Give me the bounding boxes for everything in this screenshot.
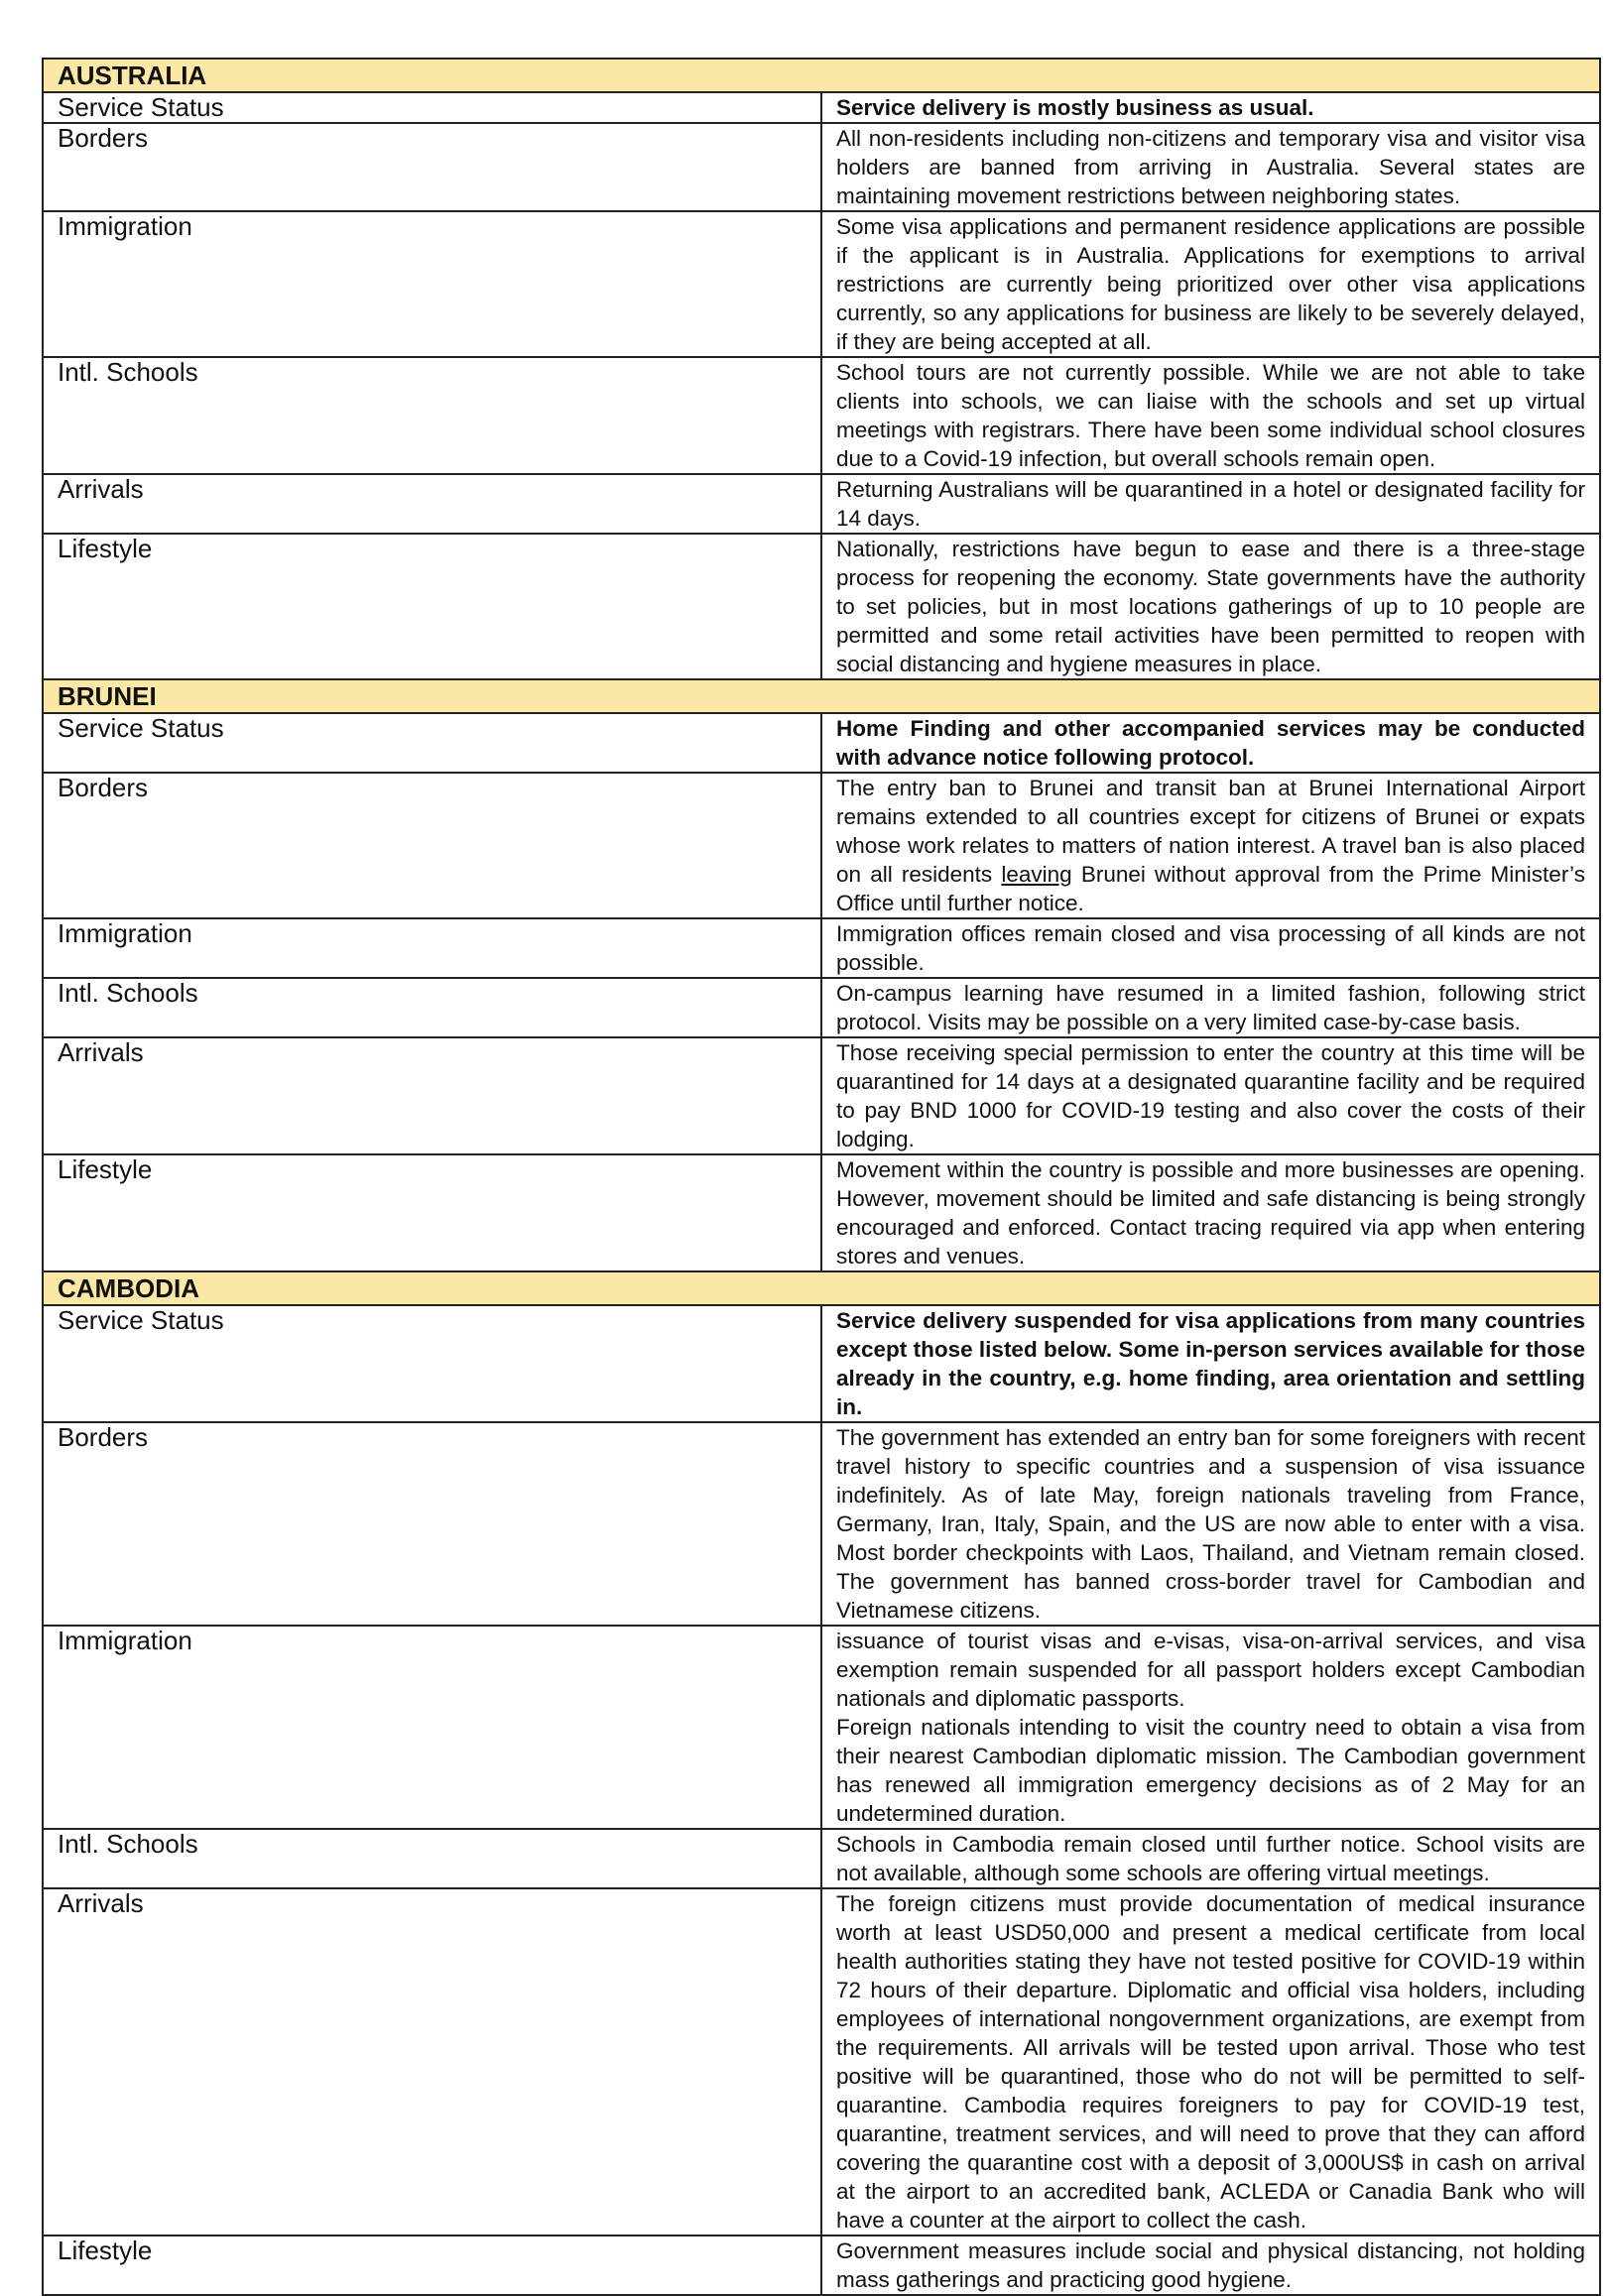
table-row bbox=[43, 357, 1600, 474]
row-label: Intl. Schools bbox=[43, 1829, 821, 1888]
row-content bbox=[821, 92, 1600, 123]
row-label: Service Status bbox=[43, 713, 821, 773]
row-content bbox=[821, 773, 1600, 918]
content-paragraph: Foreign nationals intending to visit the country need to obtain a visa from their nearest Cambodian diplomatic mission. The Cambodian government has renewed all immigration emergency decisions as of 2 May for an undetermined duration. bbox=[836, 1715, 1585, 1826]
content-paragraph: Home Finding and other accompanied services may be conducted with advance notice following protocol. bbox=[836, 716, 1585, 770]
table-row bbox=[43, 1422, 1600, 1626]
row-label: Intl. Schools bbox=[43, 357, 821, 474]
underlined-word: leaving bbox=[1001, 862, 1072, 887]
content-paragraph: School tours are not currently possible. While we are not able to take clients into schools, we can liaise with the schools and set up virtual meetings with registrars. There have been some individual school closures due to a Covid-19 infection, but overall schools remain open. bbox=[836, 360, 1585, 471]
row-label: Service Status bbox=[43, 1305, 821, 1422]
content-paragraph: Schools in Cambodia remain closed until further notice. School visits are not available, although some schools are offering virtual meetings. bbox=[836, 1832, 1585, 1885]
content-paragraph: Immigration offices remain closed and visa processing of all kinds are not possible. bbox=[836, 921, 1585, 975]
table-row bbox=[43, 1888, 1600, 2236]
table-row bbox=[43, 211, 1600, 357]
row-content bbox=[821, 1626, 1600, 1829]
row-content bbox=[821, 357, 1600, 474]
table-row bbox=[43, 713, 1600, 773]
row-label: Immigration bbox=[43, 918, 821, 978]
country-name: AUSTRALIA bbox=[43, 59, 1600, 92]
row-content bbox=[821, 713, 1600, 773]
table-row bbox=[43, 123, 1600, 211]
row-content bbox=[821, 1422, 1600, 1626]
content-paragraph: Those receiving special permission to enter the country at this time will be quarantined for 14 days at a designated quarantine facility and be required to pay BND 1000 for COVID-19 testing and also cover the costs of their lodging. bbox=[836, 1040, 1585, 1151]
table-row bbox=[43, 474, 1600, 534]
table-row bbox=[43, 1626, 1600, 1829]
row-content bbox=[821, 123, 1600, 211]
content-paragraph: Service delivery is mostly business as usual. bbox=[836, 95, 1314, 120]
content-paragraph: Returning Australians will be quarantined in a hotel or designated facility for 14 days. bbox=[836, 477, 1585, 531]
table-row bbox=[43, 1829, 1600, 1888]
country-name: CAMBODIA bbox=[43, 1271, 1600, 1305]
row-content bbox=[821, 1154, 1600, 1271]
table-row bbox=[43, 534, 1600, 679]
content-paragraph: Nationally, restrictions have begun to ease and there is a three-stage process for reopening the economy. State governments have the authority to set policies, but in most locations gatherings of up to 10 people are permitted and some retail activities have been permitted to reopen with social distancing and hygiene measures in place. bbox=[836, 537, 1585, 676]
country-status-table bbox=[42, 58, 1601, 2296]
row-content bbox=[821, 1037, 1600, 1154]
table-row bbox=[43, 978, 1600, 1037]
row-content bbox=[821, 534, 1600, 679]
row-label: Borders bbox=[43, 1422, 821, 1626]
row-content bbox=[821, 2236, 1600, 2295]
table-row bbox=[43, 918, 1600, 978]
country-header-row bbox=[43, 679, 1600, 713]
row-content bbox=[821, 1888, 1600, 2236]
row-label: Lifestyle bbox=[43, 1154, 821, 1271]
content-paragraph: The foreign citizens must provide documentation of medical insurance worth at least USD50,000 and present a medical certificate from local health authorities stating they have not tested positive for COVID-19 within 72 hours of their departure. Diplomatic and official visa holders, including employees of international nongovernment organizations, are exempt from the requirements. All arrivals will be tested upon arrival. Those who test positive will be quarantined, those who do not will be permitted to self-quarantine. Cambodia requires foreigners to pay for COVID-19 test, quarantine, treatment services, and will need to prove that they can afford covering the quarantine cost with a deposit of 3,000US$ in cash on arrival at the airport to an accredited bank, ACLEDA or Canadia Bank who will have a counter at the airport to collect the cash. bbox=[836, 1891, 1585, 2233]
country-header-row bbox=[43, 1271, 1600, 1305]
content-paragraph: Movement within the country is possible and more businesses are opening. However, movement should be limited and safe distancing is being strongly encouraged and enforced. Contact tracing required via app when entering stores and venues. bbox=[836, 1157, 1585, 1269]
row-label: Lifestyle bbox=[43, 2236, 821, 2295]
country-header-row bbox=[43, 59, 1600, 92]
row-content bbox=[821, 1305, 1600, 1422]
content-paragraph: Some visa applications and permanent residence applications are possible if the applicant is in Australia. Applications for exemptions to arrival restrictions are currently being prioritized over other visa applications currently, so any applications for business are likely to be severely delayed, if they are being accepted at all. bbox=[836, 214, 1585, 354]
row-content bbox=[821, 1829, 1600, 1888]
table-row bbox=[43, 1154, 1600, 1271]
row-label: Borders bbox=[43, 773, 821, 918]
row-label: Arrivals bbox=[43, 1888, 821, 2236]
content-paragraph: All non-residents including non-citizens and temporary visa and visitor visa holders are banned from arriving in Australia. Several states are maintaining movement restrictions between neighboring states. bbox=[836, 126, 1585, 208]
table-row bbox=[43, 1037, 1600, 1154]
row-label: Lifestyle bbox=[43, 534, 821, 679]
row-content bbox=[821, 474, 1600, 534]
table-row bbox=[43, 92, 1600, 123]
row-content bbox=[821, 978, 1600, 1037]
content-paragraph: issuance of tourist visas and e-visas, visa-on-arrival services, and visa exemption remain suspended for all passport holders except Cambodian nationals and diplomatic passports. bbox=[836, 1629, 1585, 1711]
row-label: Arrivals bbox=[43, 1037, 821, 1154]
row-label: Immigration bbox=[43, 211, 821, 357]
row-content bbox=[821, 918, 1600, 978]
country-name: BRUNEI bbox=[43, 679, 1600, 713]
content-paragraph: Service delivery suspended for visa applications from many countries except those listed below. Some in-person services available for those already in the country, e.g. home finding, area orientation and settling in. bbox=[836, 1308, 1585, 1419]
row-label: Arrivals bbox=[43, 474, 821, 534]
content-paragraph: The entry ban to Brunei and transit ban at Brunei International Airport remains extended to all countries except for citizens of Brunei or expats whose work relates to matters of nation interest. A travel ban is also placed on all residents leaving Brunei without approval from the Prime Minister’s Office until further notice. bbox=[836, 776, 1585, 915]
table-row bbox=[43, 1305, 1600, 1422]
content-paragraph: On-campus learning have resumed in a limited fashion, following strict protocol. Visits may be possible on a very limited case-by-case basis. bbox=[836, 981, 1585, 1034]
table-row bbox=[43, 773, 1600, 918]
table-row bbox=[43, 2236, 1600, 2295]
row-label: Service Status bbox=[43, 92, 821, 123]
content-paragraph: Government measures include social and physical distancing, not holding mass gatherings and practicing good hygiene. bbox=[836, 2238, 1585, 2292]
row-label: Intl. Schools bbox=[43, 978, 821, 1037]
row-label: Borders bbox=[43, 123, 821, 211]
row-content bbox=[821, 211, 1600, 357]
row-label: Immigration bbox=[43, 1626, 821, 1829]
content-paragraph: The government has extended an entry ban for some foreigners with recent travel history to specific countries and a suspension of visa issuance indefinitely. As of late May, foreign nationals traveling from France, Germany, Iran, Italy, Spain, and the US are now able to enter with a visa. Most border checkpoints with Laos, Thailand, and Vietnam remain closed. The government has banned cross-border travel for Cambodian and Vietnamese citizens. bbox=[836, 1425, 1585, 1623]
